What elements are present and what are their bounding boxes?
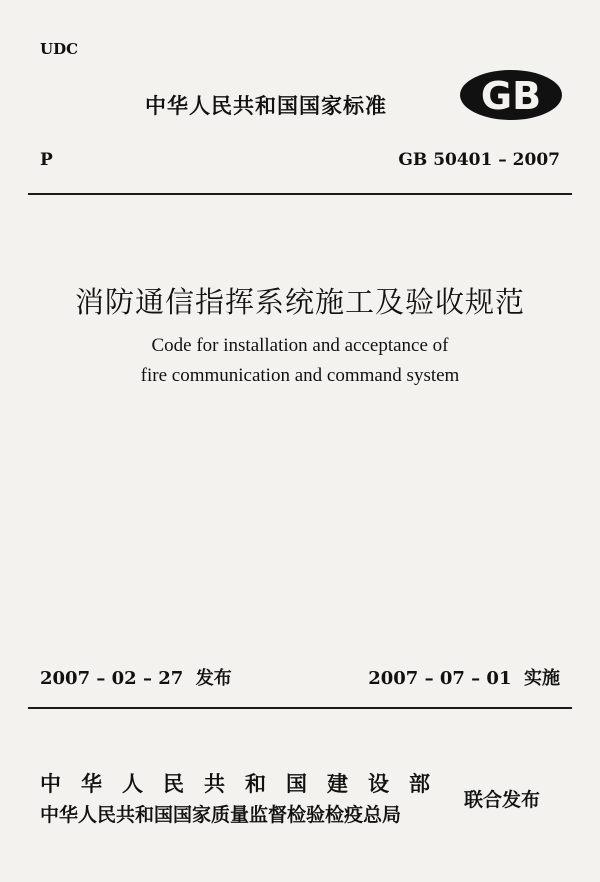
issuer-ministry: 中华人民共和国建设部: [40, 772, 450, 796]
joint-issue-label: 联合发布: [464, 789, 541, 811]
issue-date: 2007 – 02 – 27 发布: [40, 668, 232, 689]
classification-code: P: [40, 150, 53, 170]
gb-logo: [458, 68, 564, 122]
footer-divider: [28, 707, 572, 709]
gb-logo-text: GB: [480, 74, 542, 118]
document-title-chinese: 消防通信指挥系统施工及验收规范: [74, 285, 525, 319]
document-title-english-line2: fire communication and command system: [140, 365, 460, 386]
standard-number: GB 50401 – 2007: [398, 150, 560, 170]
document-title-english-line1: Code for installation and acceptance of: [151, 335, 449, 356]
standard-type-title: 中华人民共和国国家标准: [145, 94, 387, 118]
issuer-aqsiq: 中华人民共和国国家质量监督检验检疫总局: [40, 804, 402, 826]
udc-label: UDC: [40, 40, 79, 58]
implementation-date: 2007 – 07 – 01 实施: [368, 668, 560, 689]
header-divider: [28, 193, 572, 195]
